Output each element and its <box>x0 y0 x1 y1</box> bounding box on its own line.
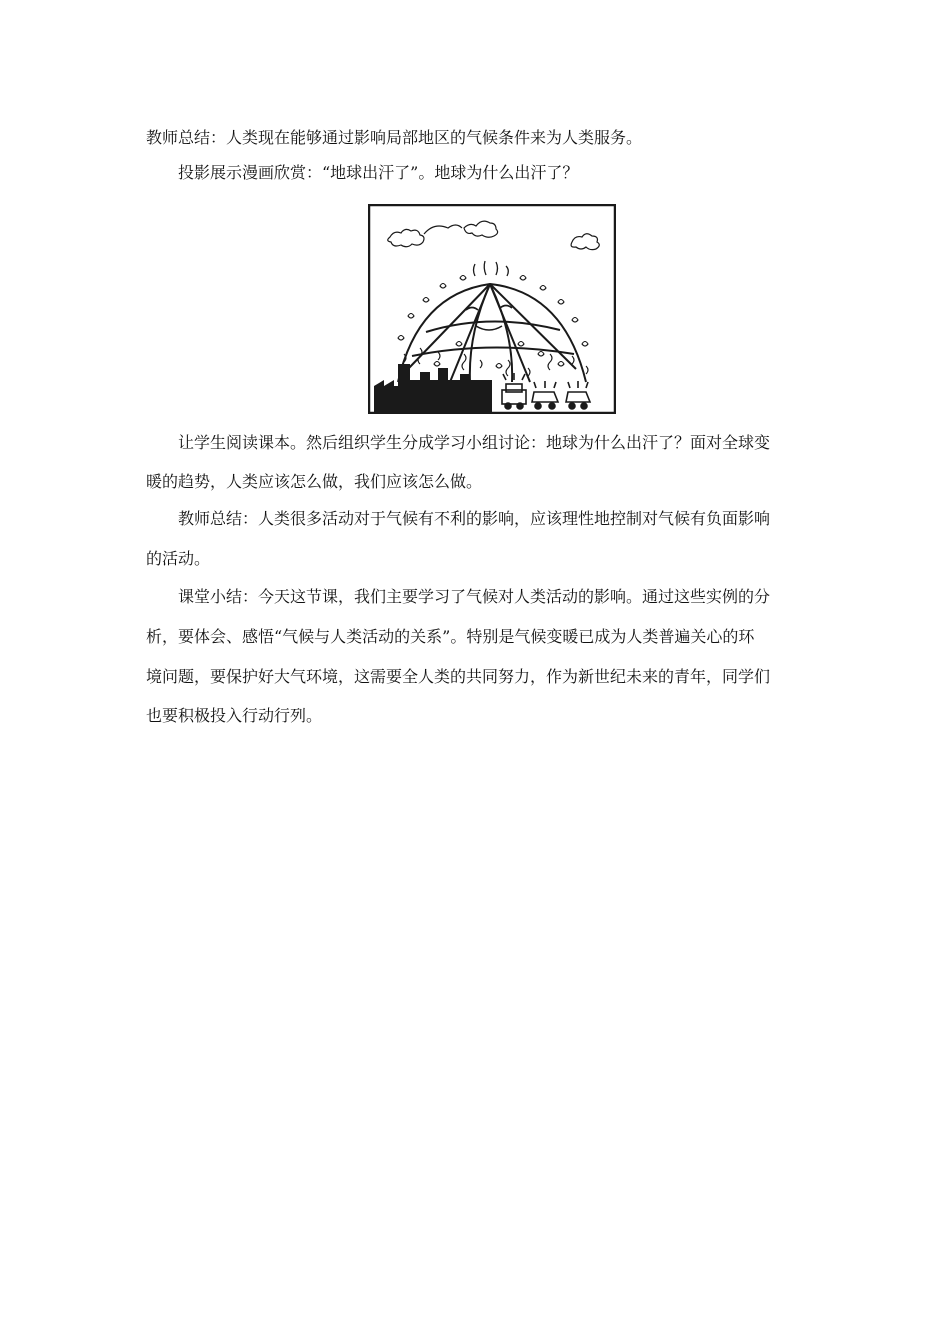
paragraph-discussion-line-2: 暖的趋势，人类应该怎么做，我们应该怎么做。 <box>146 472 483 491</box>
paragraph-cartoon-intro: 投影展示漫画欣赏：“地球出汗了”。地球为什么出汗了？ <box>178 163 579 182</box>
paragraph-class-summary-line-3: 境问题，要保护好大气环境，这需要全人类的共同努力，作为新世纪未来的青年，同学们 <box>146 667 771 686</box>
paragraph-discussion-line-1: 让学生阅读课本。然后组织学生分成学习小组讨论：地球为什么出汗了？面对全球变 <box>178 433 771 452</box>
cartoon-illustration <box>368 204 616 414</box>
paragraph-teacher-summary-1: 教师总结：人类现在能够通过影响局部地区的气候条件来为人类服务。 <box>146 128 643 147</box>
paragraph-class-summary-line-4: 也要积极投入行动行列。 <box>146 706 323 725</box>
paragraph-teacher-summary-2-line-1: 教师总结：人类很多活动对于气候有不利的影响，应该理性地控制对气候有负面影响 <box>178 509 771 528</box>
paragraph-class-summary-line-2: 析，要体会、感悟“气候与人类活动的关系”。特别是气候变暖已成为人类普遍关心的环 <box>146 627 755 646</box>
paragraph-class-summary-line-1: 课堂小结：今天这节课，我们主要学习了气候对人类活动的影响。通过这些实例的分 <box>178 587 771 606</box>
sweating-earth-cartoon <box>368 204 616 414</box>
paragraph-teacher-summary-2-line-2: 的活动。 <box>146 549 211 568</box>
